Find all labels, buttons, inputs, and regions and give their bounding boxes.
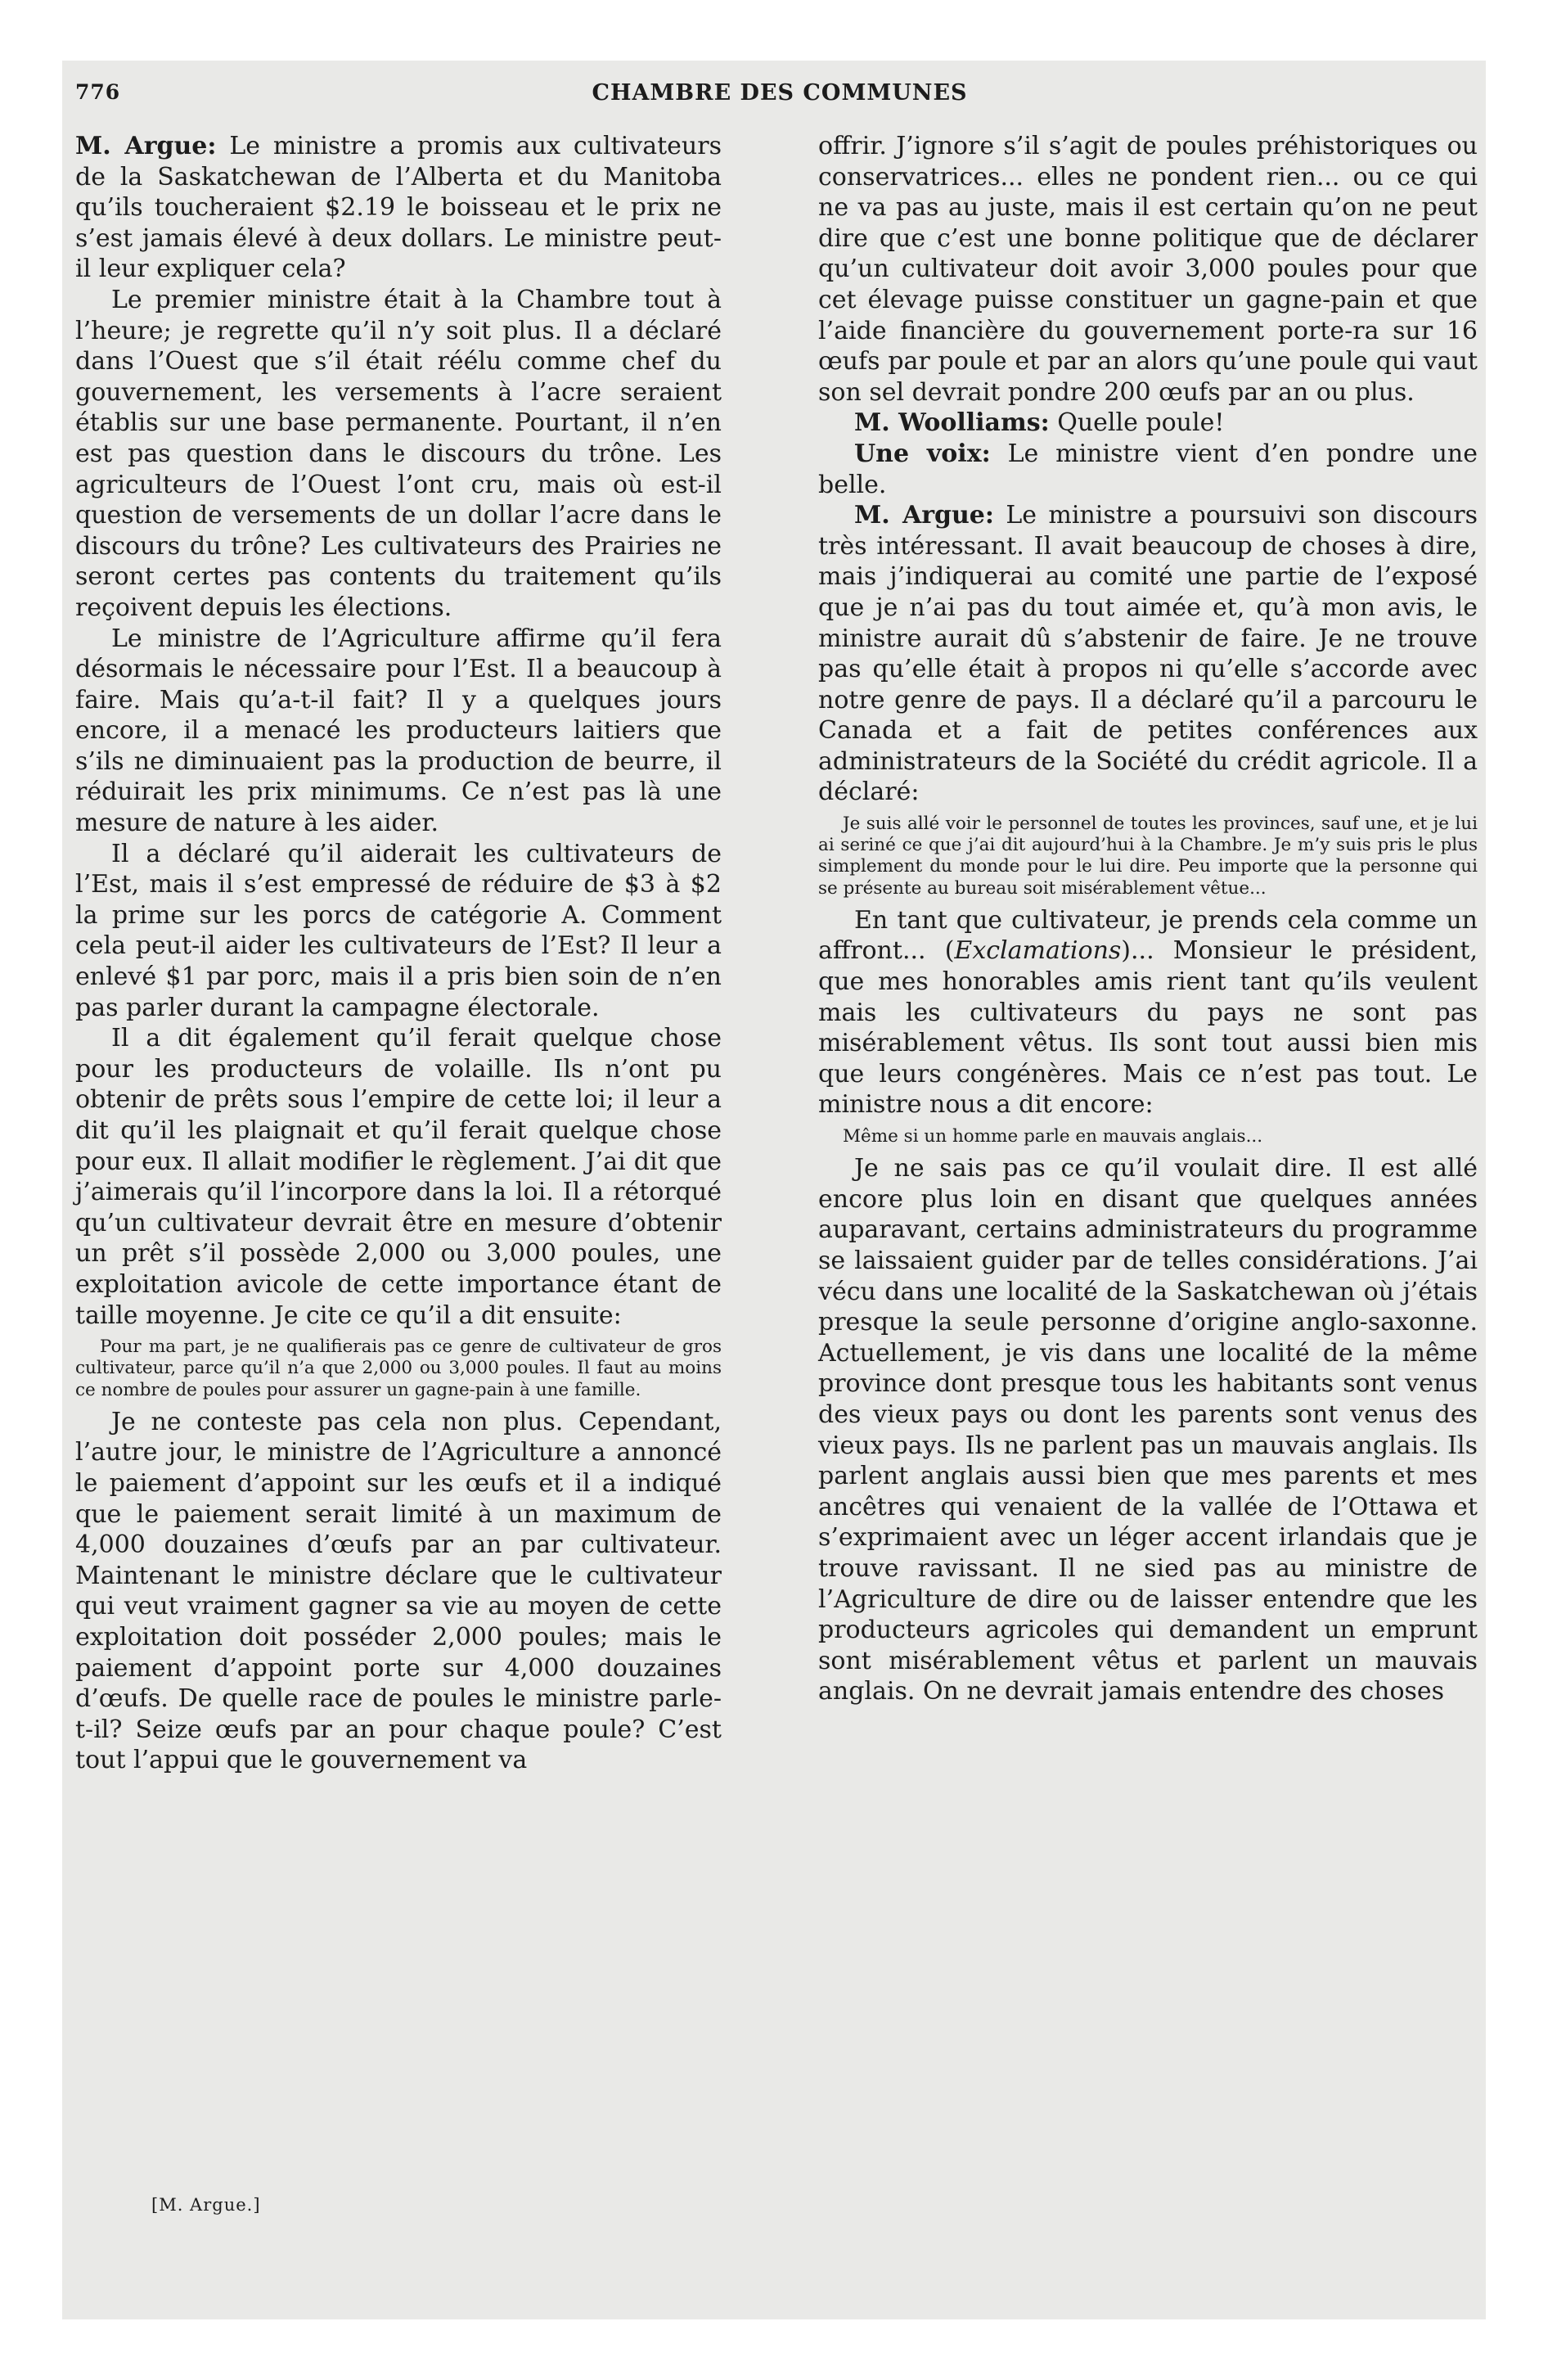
paragraph: Il a dit également qu’il ferait quelque chose pour les producteurs de volaille. Ils n’ont pu obtenir de prêts sous l’empire de cette loi; il leur a dit qu’il les plaignait et qu’il ferait quelque chose pour eux. Il allait modifier le règlement. J’ai dit que j’aimerais qu’il l’incorpore dans la loi. Il a rétorqué qu’un cultivateur devrait être en mesure d’obtenir un prêt s’il possède 2,000 ou 3,000 poules, une exploitation avicole de cette importance étant de taille moyenne. Je cite ce qu’il a dit ensuite: [75,1024,722,1330]
italic-text: Exclamations [954,936,1122,966]
page-number: 776 [75,80,121,104]
block-quote: Même si un homme parle en mauvais anglais... [843,1126,1263,1147]
page-header [75,80,1484,113]
speaker-footer-reference: [M. Argue.] [151,2195,261,2215]
paragraph-text: Le ministre a promis aux cultivateurs de la Saskatchewan de l’Alberta et du Manitoba qu’ils toucheraient $2.19 le boisseau et le prix ne s’est jamais élevé à deux dollars. Le ministre peut-il leur expliquer cela? [75,132,722,284]
paragraph-text: Le ministre a poursuivi son discours très intéressant. Il avait beaucoup de choses à dire, mais j’indiquerai au comité une partie de l’exposé que je n’ai pas du tout aimée et, qu’à mon avis, le ministre aurait dû s’abstenir de faire. Je ne trouve pas qu’elle était à propos ni qu’elle s’accorde avec notre genre de pays. Il a déclaré qu’il a parcouru le Canada et a fait de petites conférences aux administrateurs de la Société du crédit agricole. Il a déclaré: [818,501,1478,807]
paragraph: Il a déclaré qu’il aiderait les cultivateurs de l’Est, mais il s’est empressé de réduire de $3 à $2 la prime sur les porcs de catégorie A. Comment cela peut-il aider les cultivateurs de l’Est? Il leur a enlevé $1 par porc, mais il a pris bien soin de n’en pas parler durant la campagne électorale. [75,839,722,1022]
speaker-name: M. Woolliams: [854,408,1050,438]
paragraph: Je ne sais pas ce qu’il voulait dire. Il est allé encore plus loin en disant que quelques années auparavant, certains administrateurs du programme se laissaient guider par de telles considérations. J’ai vécu dans une localité de la Saskatchewan où j’étais presque la seule personne d’origine anglo-saxonne. Actuellement, je vis dans une localité de la même province dont presque tous les habitants sont venus des vieux pays ou dont les parents sont venus des vieux pays. Ils ne parlent pas un mauvais anglais. Ils parlent anglais aussi bien que mes parents et mes ancêtres qui venaient de la vallée de l’Ottawa et s’exprimaient avec un léger accent irlandais que je trouve ravissant. Il ne sied pas au ministre de l’Agriculture de dire ou de laisser entendre que les producteurs agricoles qui demandent un emprunt sont misérablement vêtus et parlent un mauvais anglais. On ne devrait jamais entendre des choses [818,1154,1478,1706]
paragraph [818,439,1478,500]
paragraph-text: En tant que cultivateur, je prends cela comme un affront... ( [818,905,1478,966]
block-quote: Pour ma part, je ne qualifierais pas ce genre de cultivateur de gros cultivateur, parce qu’il n’a que 2,000 ou 3,000 poules. Il faut au moins ce nombre de poules pour assurer un gagne-pain à une famille. [75,1336,722,1400]
paragraph [75,131,722,285]
left-column [75,131,722,1776]
running-title: CHAMBRE DES COMMUNES [592,80,968,106]
block-quote: Je suis allé voir le personnel de toutes les provinces, sauf une, et je lui ai seriné ce que j’ai dit aujourd’hui à la Chambre. Je m’y suis pris le plus simplement du monde pour le lui dire. Peu importe que la personne qui se présente au bureau soit misérablement vêtue... [818,814,1478,899]
paragraph-text: )... Monsieur le président, que mes honorables amis rient tant qu’ils veulent mais les cultivateurs du pays ne sont pas misérablement vêtus. Ils sont tout aussi bien mis que leurs congénères. Mais ce n’est pas tout. Le ministre nous a dit encore: [818,936,1478,1120]
speaker-name: M. Argue: [75,132,217,160]
paragraph-text: Quelle poule! [1049,408,1225,438]
speaker-name: M. Argue: [854,501,994,530]
speaker-name: Une voix: [854,439,991,468]
paragraph: Je ne conteste pas cela non plus. Cependant, l’autre jour, le ministre de l’Agriculture a annoncé le paiement d’appoint sur les œufs et il a indiqué que le paiement serait limité à un maximum de 4,000 douzaines d’œufs par an par cultivateur. Maintenant le ministre déclare que le cultivateur qui veut vraiment gagner sa vie au moyen de cette exploitation doit posséder 2,000 poules; mais le paiement d’appoint porte sur 4,000 douzaines d’œufs. De quelle race de poules le ministre parle-t-il? Seize œufs par an pour chaque poule? C’est tout l’appui que le gouvernement va [75,1407,722,1775]
paragraph-text: Le ministre vient d’en pondre une belle. [818,439,1478,499]
paragraph [818,408,1478,439]
paragraph: offrir. J’ignore s’il s’agit de poules préhistoriques ou conservatrices... elles ne pondent rien... ou ce qui ne va pas au juste, mais il est certain qu’on ne peut dire que c’est une bonne politique que de déclarer qu’un cultivateur doit avoir 3,000 poules pour que cet élevage puisse constituer un gagne-pain et que l’aide financière du gouvernement porte-ra sur 16 œufs par poule et par an alors qu’une poule qui vaut son sel devrait pondre 200 œufs par an ou plus. [818,132,1478,407]
right-column [818,131,1478,1707]
paragraph: Le premier ministre était à la Chambre tout à l’heure; je regrette qu’il n’y soit plus. Il a déclaré dans l’Ouest que s’il était réélu comme chef du gouvernement, les versements à l’acre seraient établis sur une base permanente. Pourtant, il n’en est pas question dans le discours du trône. Les agriculteurs de l’Ouest l’ont cru, mais où est-il question de versements de un dollar l’acre dans le discours du trône? Les cultivateurs des Prairies ne seront certes pas contents du traitement qu’ils reçoivent depuis les élections. [75,285,722,622]
paragraph [818,905,1478,1120]
paragraph: Le ministre de l’Agriculture affirme qu’il fera désormais le nécessaire pour l’Est. Il a beaucoup à faire. Mais qu’a-t-il fait? Il y a quelques jours encore, il a menacé les producteurs laitiers que s’ils ne diminuaient pas la production de beurre, il réduirait les prix minimums. Ce n’est pas là une mesure de nature à les aider. [75,624,722,838]
paragraph [818,500,1478,808]
